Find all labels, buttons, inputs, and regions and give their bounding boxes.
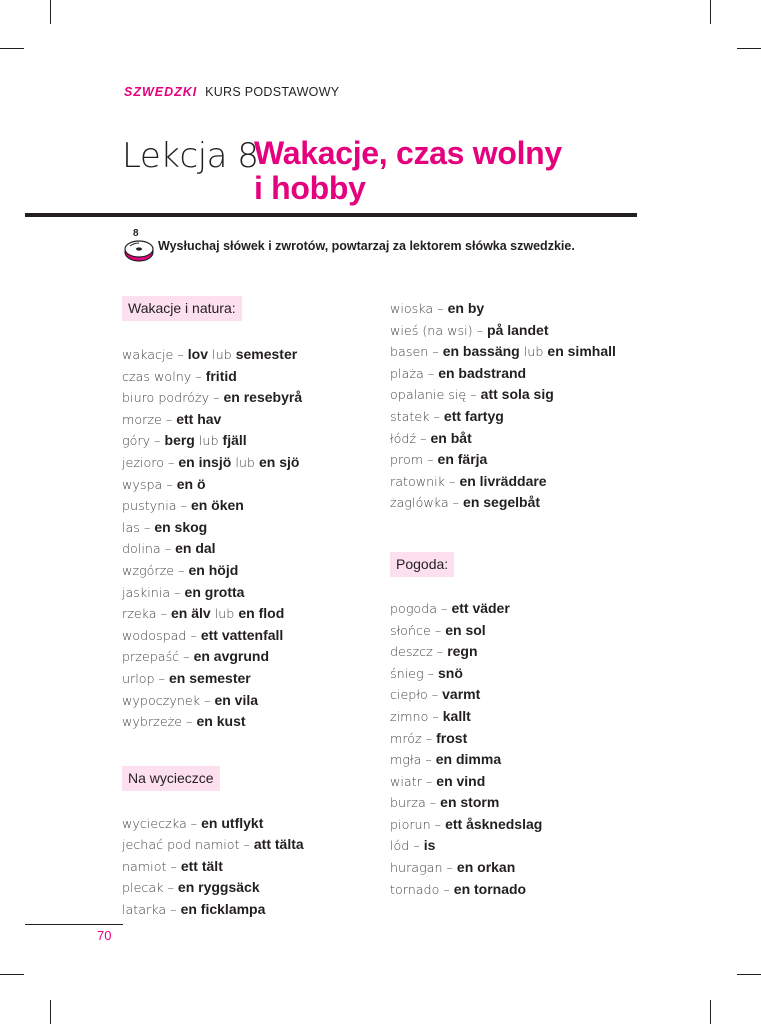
polish-term: pogoda – [390,600,452,616]
vocab-entry [390,879,650,901]
swedish-term: en öken [190,497,244,514]
swedish-term-alt: en flod [238,605,285,622]
swedish-term: en tornado [453,880,527,897]
swedish-term: en dal [175,540,216,557]
vocab-entry [122,711,372,733]
swedish-term: ett väder [451,599,510,616]
track-number: 8 [133,228,139,239]
vocab-entry [122,474,372,496]
vocab-entry [122,538,372,560]
crop-mark [0,974,24,975]
polish-term: plecak – [122,880,178,896]
polish-term: burza – [390,795,441,811]
polish-term: huragan – [390,860,457,876]
polish-term: żaglówka – [390,495,464,511]
vocab-entry [122,495,372,517]
swedish-term: på landet [487,321,549,338]
vocab-entry [390,814,650,836]
polish-term: statek – [390,408,444,424]
cd-audio-icon[interactable] [122,228,156,264]
vocab-entry [122,899,372,921]
swedish-term: snö [438,664,463,681]
swedish-term: en segelbåt [463,494,541,511]
vocab-entry [122,387,372,409]
vocab-entry [122,625,372,647]
vocab-entry [390,771,650,793]
vocab-entry [390,406,650,428]
swedish-term: kallt [442,707,471,724]
crop-mark [50,0,51,24]
polish-term: wyspa – [122,476,177,492]
polish-term: biuro podróży – [122,390,224,406]
polish-term: wodospad – [122,627,201,643]
polish-term: wioska – [390,301,448,316]
vocab-entry [390,363,650,385]
vocab-entry [390,792,650,814]
vocab-entry [390,857,650,879]
polish-term: łódź – [390,430,431,446]
vocab-entry [122,834,372,856]
swedish-term: en vila [214,691,259,708]
polish-term: mgła – [390,752,436,768]
vocab-entry [122,646,372,668]
swedish-term: is [423,837,436,854]
swedish-term-alt: en simhall [547,343,616,360]
vocab-entry [122,690,372,712]
swedish-term: en utflykt [201,814,264,831]
crop-mark [0,48,24,49]
column-right [390,298,650,900]
polish-term: mróz – [390,730,437,746]
polish-term: plaża – [390,365,439,381]
alternative-connector: lub [519,344,548,360]
polish-term: wybrzeże – [122,714,197,730]
crop-mark [710,0,711,24]
swedish-term: en färja [437,451,488,468]
polish-term: słońce – [390,622,446,638]
vocab-entry [122,409,372,431]
swedish-term: ett vattenfall [200,626,284,643]
swedish-term: en ryggsäck [177,879,260,896]
vocab-entry [390,492,650,514]
lesson-number: Lekcja 8 [122,136,259,176]
polish-term: rzeka – [122,606,171,622]
polish-term: las – [122,519,155,535]
swedish-term: en ficklampa [180,901,266,918]
swedish-term: ett hav [176,410,222,427]
vocab-entry [390,728,650,750]
swedish-term: en orkan [456,859,516,876]
polish-term: śnieg – [390,665,439,681]
swedish-term: en höjd [188,561,239,578]
swedish-term-alt: en sjö [258,453,300,470]
swedish-term: en båt [430,429,472,446]
alternative-connector: lub [194,433,223,449]
vocab-entry [122,603,372,625]
vocab-entry [390,835,650,857]
swedish-term: varmt [442,686,481,703]
vocab-entry [390,706,650,728]
running-header [124,85,339,99]
polish-term: ciepło – [390,687,443,703]
swedish-term: en skog [154,518,208,535]
vocab-entry [122,452,372,474]
vocab-entry [390,620,650,642]
polish-term: ratownik – [390,473,460,489]
title-rule [25,213,637,217]
vocab-entry [390,663,650,685]
vocab-entry [122,344,372,366]
polish-term: morze – [122,411,177,427]
swedish-term-alt: semester [235,346,298,362]
swedish-term: en by [447,300,485,316]
polish-term: piorun – [390,816,446,832]
swedish-term: att sola sig [480,386,554,403]
polish-term: zimno – [390,708,443,724]
swedish-term: att tälta [253,836,304,853]
polish-term: prom – [390,452,438,468]
swedish-term: en badstrand [438,364,527,381]
vocab-entry [122,560,372,582]
polish-term: wiatr – [390,773,437,789]
vocab-list-nature [122,344,372,733]
section-title-weather: Pogoda: [390,552,454,577]
swedish-term: en sol [445,621,486,638]
vocab-entry [122,366,372,388]
polish-term: wakacje – [122,347,188,362]
lesson-topic-line-1: Wakacje, czas wolny [254,135,562,171]
polish-term: wieś (na wsi) – [390,322,488,338]
polish-term: dolina – [122,541,176,557]
crop-mark [737,974,761,975]
vocab-list-nature-continued [390,298,650,514]
alternative-connector: lub [210,606,239,622]
vocab-entry [390,298,650,320]
vocab-entry [122,856,372,878]
polish-term: latarka – [122,902,181,918]
alternative-connector: lub [231,454,259,470]
vocab-entry [390,428,650,450]
column-left [122,296,372,921]
polish-term: wzgórze – [122,562,189,578]
swedish-term-alt: fjäll [222,432,247,449]
vocab-entry [122,430,372,452]
vocab-entry [390,598,650,620]
crop-mark [50,1000,51,1024]
polish-term: przepaść – [122,649,194,665]
polish-term: jezioro – [122,454,179,470]
swedish-term: ett tält [180,857,223,874]
polish-term: tornado – [390,881,454,897]
polish-term: lód – [390,838,424,854]
section-title-nature: Wakacje i natura: [122,296,242,321]
polish-term: czas wolny – [122,368,206,384]
swedish-term: en kust [196,713,246,730]
instruction [122,228,642,264]
vocab-entry [390,320,650,342]
crop-mark [710,1000,711,1024]
polish-term: jaskinia – [122,584,185,600]
vocab-entry [390,641,650,663]
swedish-term: en grotta [184,583,245,600]
section-title-trip: Na wycieczce [122,766,220,791]
page-number: 70 [97,928,112,943]
swedish-term: en bassäng [442,343,520,360]
swedish-term: en dimma [435,751,502,768]
vocab-entry [390,341,650,363]
vocab-entry [122,668,372,690]
vocab-list-weather [390,598,650,900]
lesson-topic-line-2: i hobby [254,170,366,206]
header-course: KURS PODSTAWOWY [205,85,340,99]
polish-term: góry – [122,433,165,449]
swedish-term: lov [187,346,209,362]
swedish-term: ett åsknedslag [445,815,543,832]
swedish-term: fritid [205,367,237,384]
vocab-entry [390,449,650,471]
vocab-entry [122,582,372,604]
vocab-entry [122,517,372,539]
vocab-list-trip [122,813,372,921]
polish-term: namiot – [122,858,181,874]
vocab-entry [122,813,372,835]
swedish-term: en avgrund [193,648,270,665]
swedish-term: regn [447,643,478,660]
swedish-term: en älv [171,605,211,622]
swedish-term: en resebyrå [223,389,303,406]
polish-term: deszcz – [390,644,448,660]
polish-term: jechać pod namiot – [122,837,254,853]
vocab-entry [390,749,650,771]
swedish-term: ett fartyg [443,407,504,424]
polish-term: wycieczka – [122,815,202,831]
vocab-entry [390,684,650,706]
lesson-topic [254,136,634,206]
polish-term: urlop – [122,670,170,686]
polish-term: opalanie się – [390,387,481,403]
swedish-term: en insjö [178,453,232,470]
vocab-entry [390,471,650,493]
polish-term: basen – [390,344,443,360]
swedish-term: en vind [436,772,486,789]
swedish-term: en semester [169,669,251,686]
polish-term: wypoczynek – [122,692,215,708]
swedish-term: frost [436,729,468,746]
instruction-text: Wysłuchaj słówek i zwrotów, powtarzaj za lektorem słówka szwedzkie. [158,239,575,253]
swedish-term: en ö [176,475,206,492]
swedish-term: en storm [440,794,500,811]
swedish-term: berg [164,432,195,449]
vocab-entry [390,384,650,406]
crop-mark [737,48,761,49]
polish-term: pustynia – [122,498,191,514]
header-brand: SZWEDZKI [124,85,198,99]
vocab-entry [122,877,372,899]
alternative-connector: lub [208,347,236,362]
footer-rule [25,924,123,925]
swedish-term: en livräddare [459,472,547,489]
